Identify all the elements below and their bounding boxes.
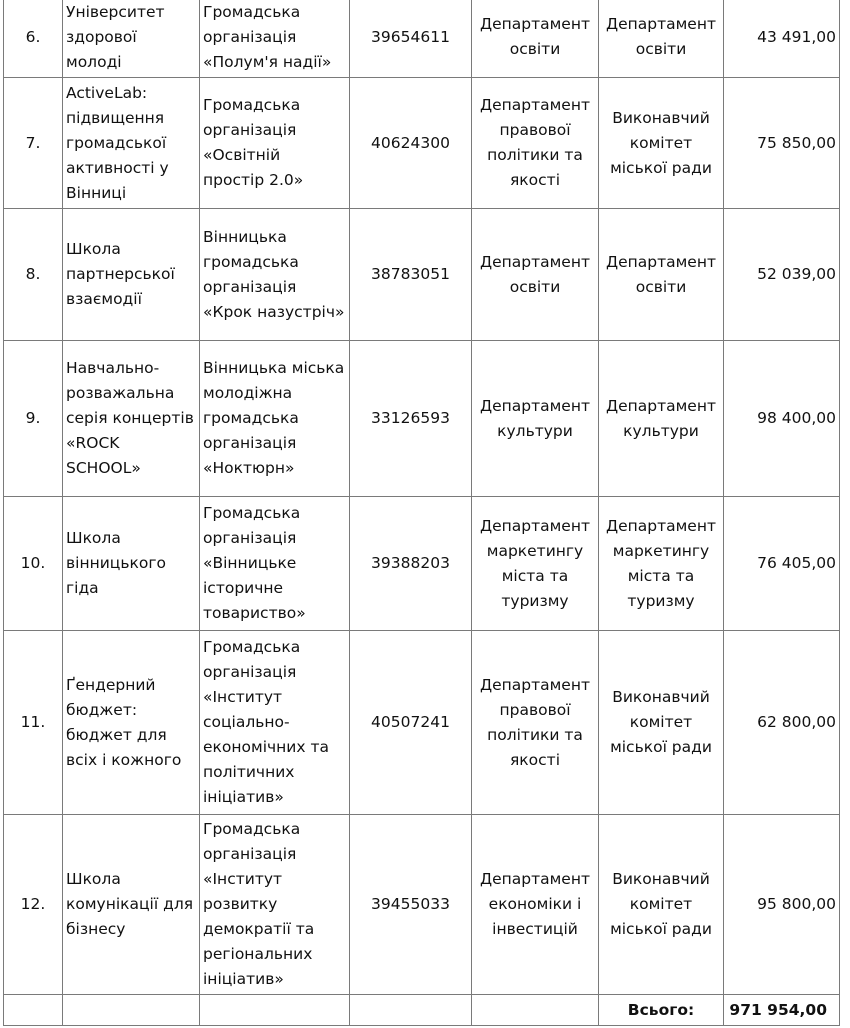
project-name: ActiveLab: підвищення громадської активності у Вінниці [63,78,200,209]
organization-name: Громадська організація «Освітній простір 2.0» [200,78,350,209]
department: Департамент правової політики та якості [472,631,599,815]
responsible-body: Виконавчий комітет міської ради [599,815,724,995]
edrpou-code: 33126593 [350,341,472,497]
table-row [4,497,840,631]
table-row [4,0,840,78]
responsible-body: Виконавчий комітет міської ради [599,631,724,815]
total-row [4,995,840,1026]
responsible-body: Департамент культури [599,341,724,497]
department: Департамент маркетингу міста та туризму [472,497,599,631]
row-number: 6. [4,0,63,78]
responsible-body: Департамент освіти [599,0,724,78]
grant-amount: 95 800,00 [724,815,840,995]
edrpou-code: 40507241 [350,631,472,815]
row-number: 12. [4,815,63,995]
row-number: 11. [4,631,63,815]
grants-table-body [4,0,840,1026]
edrpou-code: 39455033 [350,815,472,995]
empty-cell [200,995,350,1026]
organization-name: Громадська організація «Полум'я надії» [200,0,350,78]
total-amount: 971 954,00 [724,995,840,1026]
organization-name: Громадська організація «Інститут соціально-економічних та політичних ініціатив» [200,631,350,815]
project-name: Школа партнерської взаємодії [63,209,200,341]
project-name: Школа вінницького гіда [63,497,200,631]
responsible-body: Виконавчий комітет міської ради [599,78,724,209]
edrpou-code: 38783051 [350,209,472,341]
row-number: 7. [4,78,63,209]
row-number: 8. [4,209,63,341]
empty-cell [472,995,599,1026]
grants-table [3,0,840,1026]
organization-name: Вінницька міська молодіжна громадська організація «Ноктюрн» [200,341,350,497]
grant-amount: 75 850,00 [724,78,840,209]
department: Департамент освіти [472,0,599,78]
project-name: Університет здорової молоді [63,0,200,78]
responsible-body: Департамент освіти [599,209,724,341]
row-number: 9. [4,341,63,497]
grant-amount: 62 800,00 [724,631,840,815]
row-number: 10. [4,497,63,631]
total-label: Всього: [599,995,724,1026]
department: Департамент економіки і інвестицій [472,815,599,995]
table-row [4,209,840,341]
grant-amount: 52 039,00 [724,209,840,341]
edrpou-code: 40624300 [350,78,472,209]
project-name: Навчально-розважальна серія концертів «ROCK SCHOOL» [63,341,200,497]
table-row [4,78,840,209]
department: Департамент правової політики та якості [472,78,599,209]
organization-name: Вінницька громадська організація «Крок назустріч» [200,209,350,341]
project-name: Школа комунікації для бізнесу [63,815,200,995]
edrpou-code: 39654611 [350,0,472,78]
table-row [4,631,840,815]
grant-amount: 43 491,00 [724,0,840,78]
grant-amount: 98 400,00 [724,341,840,497]
grant-amount: 76 405,00 [724,497,840,631]
organization-name: Громадська організація «Інститут розвитку демократії та регіональних ініціатив» [200,815,350,995]
department: Департамент культури [472,341,599,497]
project-name: Ґендерний бюджет: бюджет для всіх і кожного [63,631,200,815]
organization-name: Громадська організація «Вінницьке історичне товариство» [200,497,350,631]
empty-cell [350,995,472,1026]
responsible-body: Департамент маркетингу міста та туризму [599,497,724,631]
department: Департамент освіти [472,209,599,341]
empty-cell [63,995,200,1026]
edrpou-code: 39388203 [350,497,472,631]
empty-cell [4,995,63,1026]
table-row [4,341,840,497]
table-row [4,815,840,995]
